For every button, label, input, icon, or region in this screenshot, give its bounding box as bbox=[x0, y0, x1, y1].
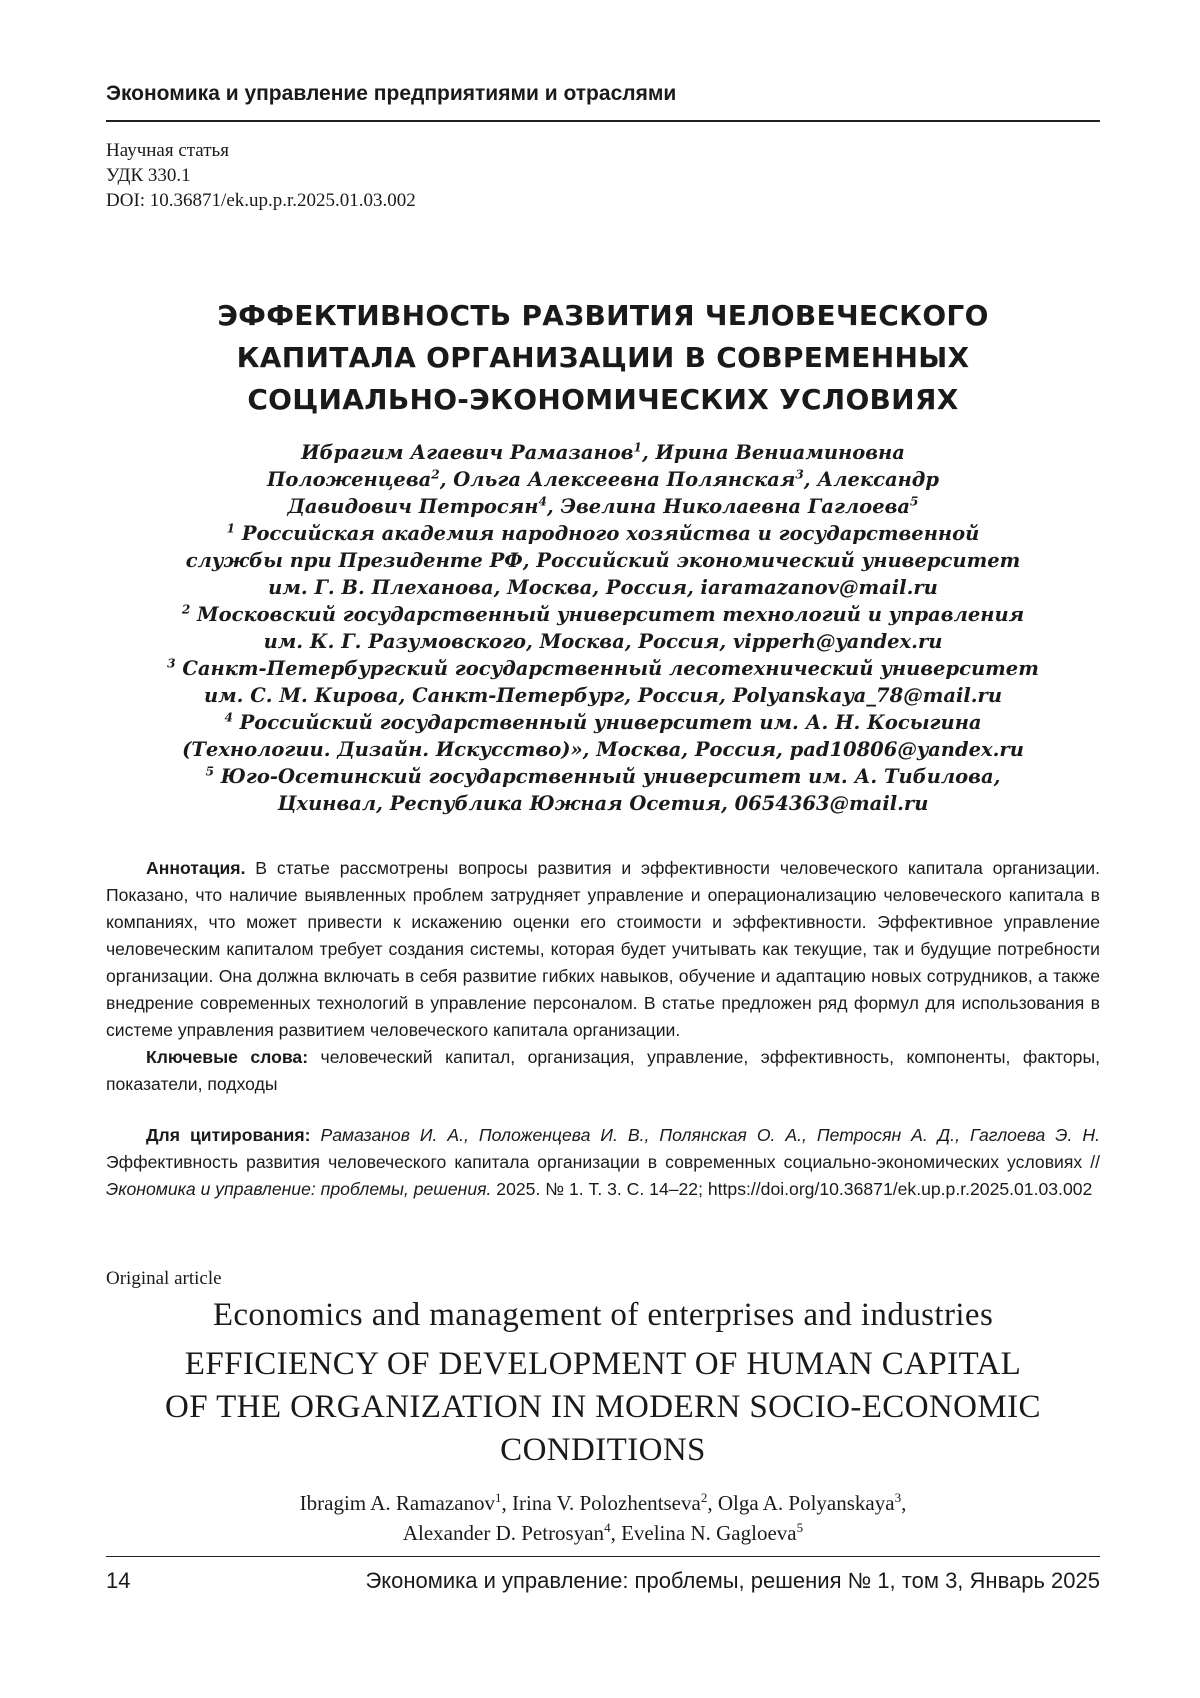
footer-journal: Экономика и управление: проблемы, решения № 1, том 3, Январь 2025 bbox=[365, 1568, 1100, 1594]
citation-details: 2025. № 1. Т. 3. С. 14–22; https://doi.org/10.36871/ek.up.p.r.2025.01.03.002 bbox=[491, 1179, 1092, 1199]
author-sup: 3 bbox=[895, 1490, 902, 1505]
abstract-text: В статье рассмотрены вопросы развития и эффективности человеческого капитала организации. Показано, что наличие выявленных проблем затрудняет управление и операционализацию человеческого капитала в компаниях, что может привести к искажению оценки его стоимости и эффективности. Эффективное управление человеческим капиталом требует создания системы, которая будет учитывать как текущие, так и будущие потребности организации. Она должна включать в себя развитие гибких навыков, обучение и адаптацию новых сотрудников, а также внедрение современных технологий в управление персоналом. В статье предложен ряд формул для использования в системе управления развитием человеческого капитала организации. bbox=[106, 858, 1100, 1040]
affiliation-text: Московский государственный университет технологий и управления bbox=[197, 603, 1024, 626]
en-authors bbox=[106, 1488, 1100, 1548]
ru-title-line: СОЦИАЛЬНО-ЭКОНОМИЧЕСКИХ УСЛОВИЯХ bbox=[106, 379, 1100, 421]
en-title-line: OF THE ORGANIZATION IN MODERN SOCIO-ECONOMIC bbox=[106, 1386, 1100, 1429]
affiliation-sup: 3 bbox=[167, 657, 175, 671]
affiliation-line bbox=[106, 736, 1100, 763]
author-name: Давидович Петросян bbox=[288, 495, 539, 518]
affiliation-sup: 4 bbox=[224, 711, 232, 725]
ru-title-line: ЭФФЕКТИВНОСТЬ РАЗВИТИЯ ЧЕЛОВЕЧЕСКОГО bbox=[106, 295, 1100, 337]
author-sup: 4 bbox=[538, 495, 546, 509]
keywords-text: человеческий капитал, организация, управление, эффективность, компоненты, факторы, показатели, подходы bbox=[106, 1047, 1100, 1094]
author-sup: 3 bbox=[795, 468, 803, 482]
author-name: Положенцева bbox=[267, 468, 431, 491]
article-meta bbox=[106, 138, 416, 213]
author-sup: 2 bbox=[431, 468, 439, 482]
en-title-line: CONDITIONS bbox=[106, 1429, 1100, 1472]
ru-authors-line bbox=[106, 493, 1100, 520]
affiliation-line bbox=[106, 682, 1100, 709]
author-sup: 1 bbox=[634, 441, 642, 455]
abstract-label: Аннотация. bbox=[146, 858, 245, 878]
affiliation-line bbox=[106, 709, 1100, 736]
author-name: , Ирина Вениаминовна bbox=[642, 441, 905, 464]
affiliation-sup: 5 bbox=[206, 765, 214, 779]
footer-rule bbox=[106, 1556, 1100, 1557]
original-article-label: Original article bbox=[106, 1268, 222, 1290]
citation bbox=[106, 1122, 1100, 1203]
affiliation-line bbox=[106, 520, 1100, 547]
affiliation-sup: 2 bbox=[182, 603, 190, 617]
ru-authors-line bbox=[106, 439, 1100, 466]
affiliation-text: Юго-Осетинский государственный университет им. А. Тибилова, bbox=[221, 765, 1001, 788]
author-name: Ibragim A. Ramazanov bbox=[300, 1491, 495, 1515]
keywords bbox=[106, 1044, 1100, 1098]
affiliation-line bbox=[106, 655, 1100, 682]
header-rule bbox=[106, 120, 1100, 122]
author-sup: 1 bbox=[495, 1490, 502, 1505]
ru-title-line: КАПИТАЛА ОРГАНИЗАЦИИ В СОВРЕМЕННЫХ bbox=[106, 337, 1100, 379]
journal-rubric: Экономика и управление предприятиями и отраслями bbox=[106, 82, 1100, 106]
author-name: Ибрагим Агаевич Рамазанов bbox=[301, 441, 633, 464]
affiliation-text: Санкт-Петербургский государственный лесотехнический университет bbox=[182, 657, 1038, 680]
affiliation-line bbox=[106, 547, 1100, 574]
author-sup: 5 bbox=[797, 1520, 804, 1535]
citation-label: Для цитирования: bbox=[146, 1125, 310, 1145]
page-number: 14 bbox=[106, 1568, 130, 1594]
author-name: Alexander D. Petrosyan bbox=[403, 1521, 604, 1545]
en-authors-line bbox=[106, 1518, 1100, 1548]
affiliation-text: им. С. М. Кирова, Санкт-Петербург, Россия, Polyanskaya_78@mail.ru bbox=[204, 684, 1002, 707]
author-name: , Александр bbox=[804, 468, 939, 491]
author-sup: 5 bbox=[910, 495, 918, 509]
affiliation-text: (Технологии. Дизайн. Искусство)», Москва, Россия, pad10806@yandex.ru bbox=[182, 738, 1024, 761]
author-sep: , bbox=[901, 1491, 906, 1515]
author-name: , Evelina N. Gagloeva bbox=[611, 1521, 797, 1545]
affiliation-line bbox=[106, 790, 1100, 817]
en-authors-line bbox=[106, 1488, 1100, 1518]
en-title-line: EFFICIENCY OF DEVELOPMENT OF HUMAN CAPITAL bbox=[106, 1343, 1100, 1386]
en-rubric: Economics and management of enterprises and industries bbox=[106, 1297, 1100, 1334]
affiliation-text: Цхинвал, Республика Южная Осетия, 0654363@mail.ru bbox=[278, 792, 929, 815]
affiliation-line bbox=[106, 628, 1100, 655]
affiliation-text: службы при Президенте РФ, Российский экономический университет bbox=[186, 549, 1021, 572]
citation-block bbox=[106, 1122, 1100, 1203]
abstract-block bbox=[106, 855, 1100, 1098]
page-footer bbox=[106, 1568, 1100, 1598]
author-sup: 2 bbox=[701, 1490, 708, 1505]
affiliation-line bbox=[106, 574, 1100, 601]
affiliation-sup: 1 bbox=[227, 522, 235, 536]
citation-authors: Рамазанов И. А., Положенцева И. В., Полянская О. А., Петросян А. Д., Гаглоева Э. Н. bbox=[310, 1125, 1100, 1145]
affiliation-text: им. Г. В. Плеханова, Москва, Россия, iaramazanov@mail.ru bbox=[268, 576, 938, 599]
affiliation-text: им. К. Г. Разумовского, Москва, Россия, vipperh@yandex.ru bbox=[264, 630, 943, 653]
article-type: Научная статья bbox=[106, 138, 416, 163]
author-name: , Эвелина Николаевна Гаглоева bbox=[547, 495, 910, 518]
affiliation-line bbox=[106, 763, 1100, 790]
udc-code: УДК 330.1 bbox=[106, 163, 416, 188]
author-name: , Ольга Алексеевна Полянская bbox=[440, 468, 796, 491]
doi: DOI: 10.36871/ek.up.p.r.2025.01.03.002 bbox=[106, 188, 416, 213]
affiliation-line bbox=[106, 601, 1100, 628]
affiliation-text: Российский государственный университет им. А. Н. Косыгина bbox=[240, 711, 982, 734]
author-sup: 4 bbox=[604, 1520, 611, 1535]
ru-authors-affiliations bbox=[106, 439, 1100, 817]
author-name: , Irina V. Polozhentseva bbox=[502, 1491, 701, 1515]
abstract bbox=[106, 855, 1100, 1044]
affiliation-text: Российская академия народного хозяйства и государственной bbox=[242, 522, 979, 545]
ru-authors-line bbox=[106, 466, 1100, 493]
en-title bbox=[106, 1343, 1100, 1472]
citation-title: Эффективность развития человеческого капитала организации в современных социально-экономических условиях // bbox=[106, 1152, 1100, 1172]
citation-journal: Экономика и управление: проблемы, решения. bbox=[106, 1179, 491, 1199]
ru-title bbox=[106, 295, 1100, 421]
keywords-label: Ключевые слова: bbox=[146, 1047, 308, 1067]
author-name: , Olga A. Polyanskaya bbox=[707, 1491, 894, 1515]
